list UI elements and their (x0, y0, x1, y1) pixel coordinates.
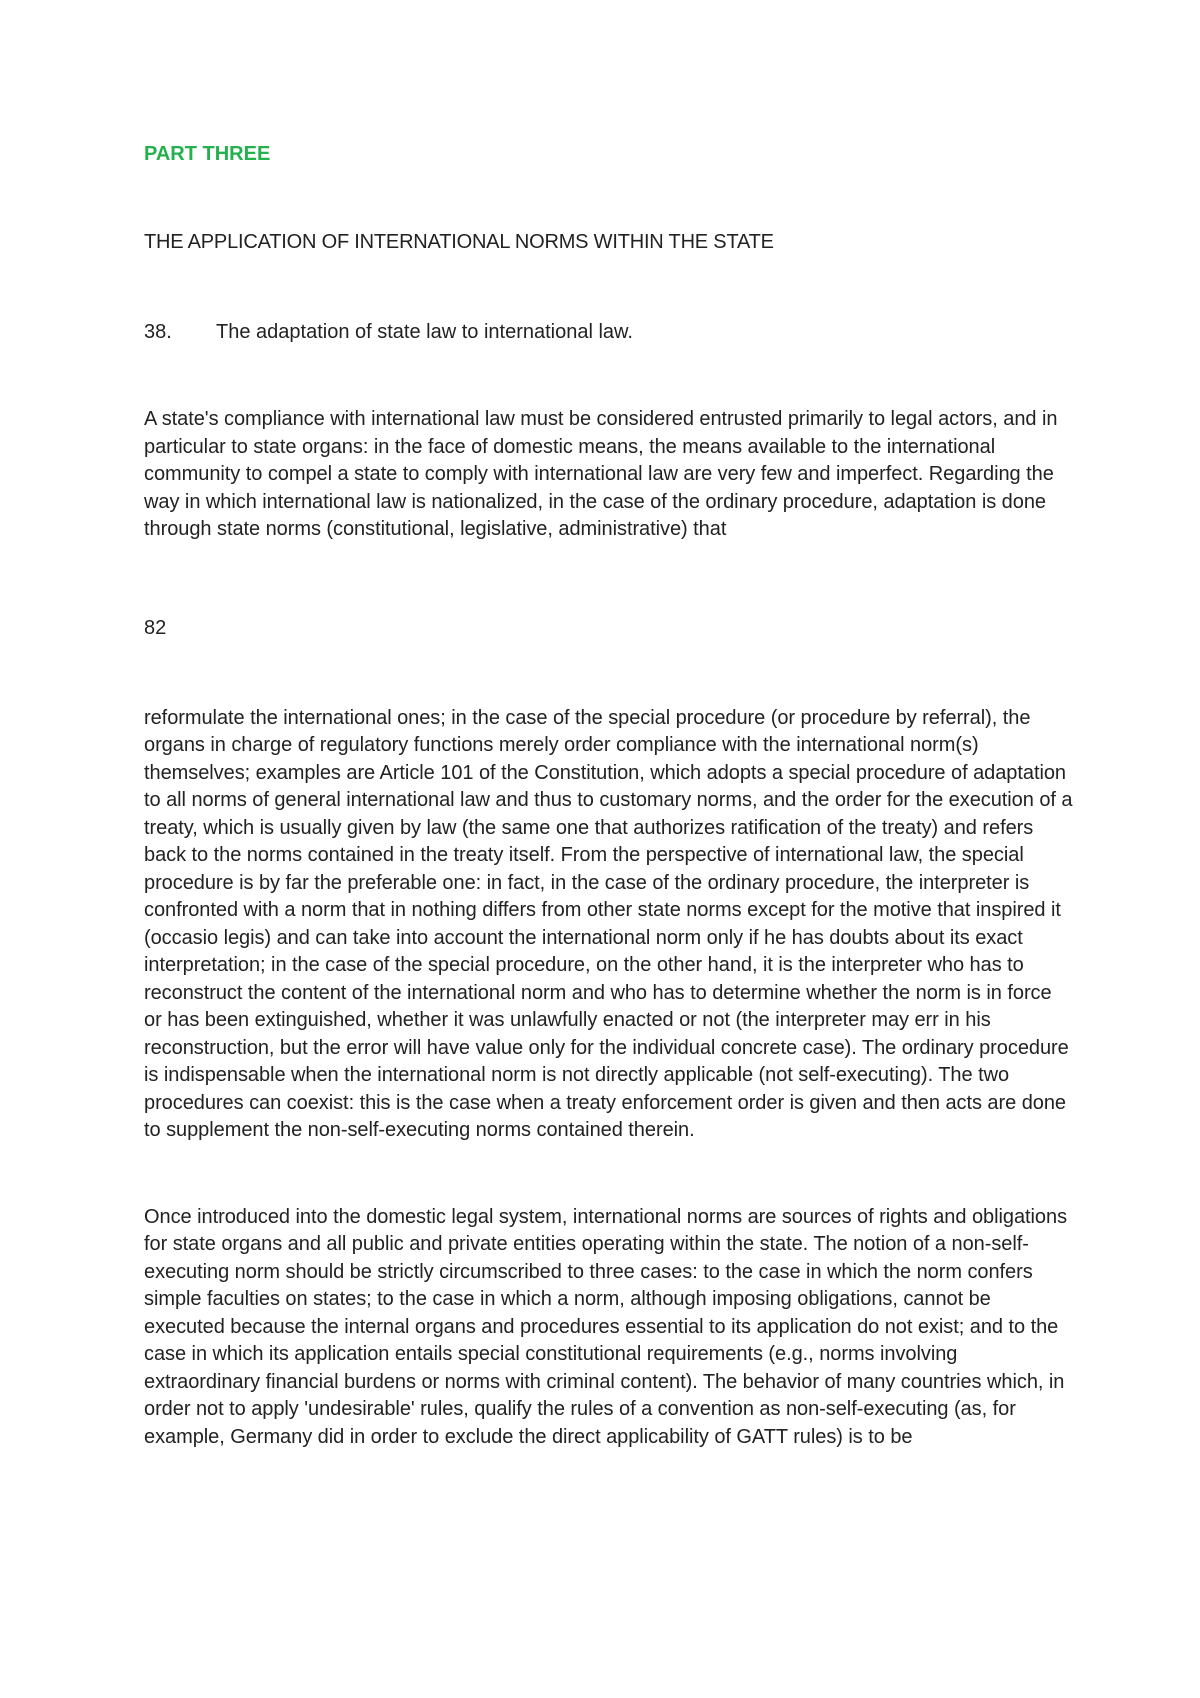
paragraph: reformulate the international ones; in the case of the special procedure (or procedure by referral), the organs in charge of regulatory functions merely order compliance with the international norm(s) themselves; examples are Article 101 of the Constitution, which adopts a special procedure of adaptation to all norms of general international law and thus to customary norms, and the order for the execution of a treaty, which is usually given by law (the same one that authorizes ratification of the treaty) and refers back to the norms contained in the treaty itself. From the perspective of international law, the special procedure is by far the preferable one: in fact, in the case of the ordinary procedure, the interpreter is confronted with a norm that in nothing differs from other state norms except for the motive that inspired it (occasio legis) and can take into account the international norm only if he has doubts about its exact interpretation; in the case of the special procedure, on the other hand, it is the interpreter who has to reconstruct the content of the international norm and who has to determine whether the norm is in force or has been extinguished, whether it was unlawfully enacted or not (the interpreter may err in his reconstruction, but the error will have value only for the individual concrete case). The ordinary procedure is indispensable when the international norm is not directly applicable (not self-executing). The two procedures can coexist: this is the case when a treaty enforcement order is given and then acts are done to supplement the non-self-executing norms contained therein. (144, 706, 1073, 1141)
section-title: The adaptation of state law to international law. (216, 321, 633, 343)
paragraph: Once introduced into the domestic legal system, international norms are sources of rights and obligations for state organs and all public and private entities operating within the state. The notion of a non-self-executing norm should be strictly circumscribed to three cases: to the case in which the norm confers simple faculties on states; to the case in which a norm, although imposing obligations, cannot be executed because the internal organs and procedures essential to its application do not exist; and to the case in which its application entails special constitutional requirements (e.g., norms involving extraordinary financial burdens or norms with criminal content). The behavior of many countries which, in order not to apply 'undesirable' rules, qualify the rules of a convention as non-self-executing (as, for example, Germany did in order to exclude the direct applicability of GATT rules) is to be (144, 1205, 1068, 1448)
chapter-title: THE APPLICATION OF INTERNATIONAL NORMS WITHIN THE STATE (144, 231, 774, 253)
part-title: PART THREE (144, 143, 271, 165)
paragraph: A state's compliance with international law must be considered entrusted primarily to legal actors, and in particular to state organs: in the face of domestic means, the means available to the international community to compel a state to comply with international law are very few and imperfect. Regarding the way in which international law is nationalized, in the case of the ordinary procedure, adaptation is done through state norms (constitutional, legislative, administrative) that (144, 408, 1058, 540)
page-number: 82 (144, 616, 167, 639)
document-content (144, 140, 1074, 1451)
section-number: 38. (144, 321, 172, 343)
section-heading (144, 318, 1074, 346)
